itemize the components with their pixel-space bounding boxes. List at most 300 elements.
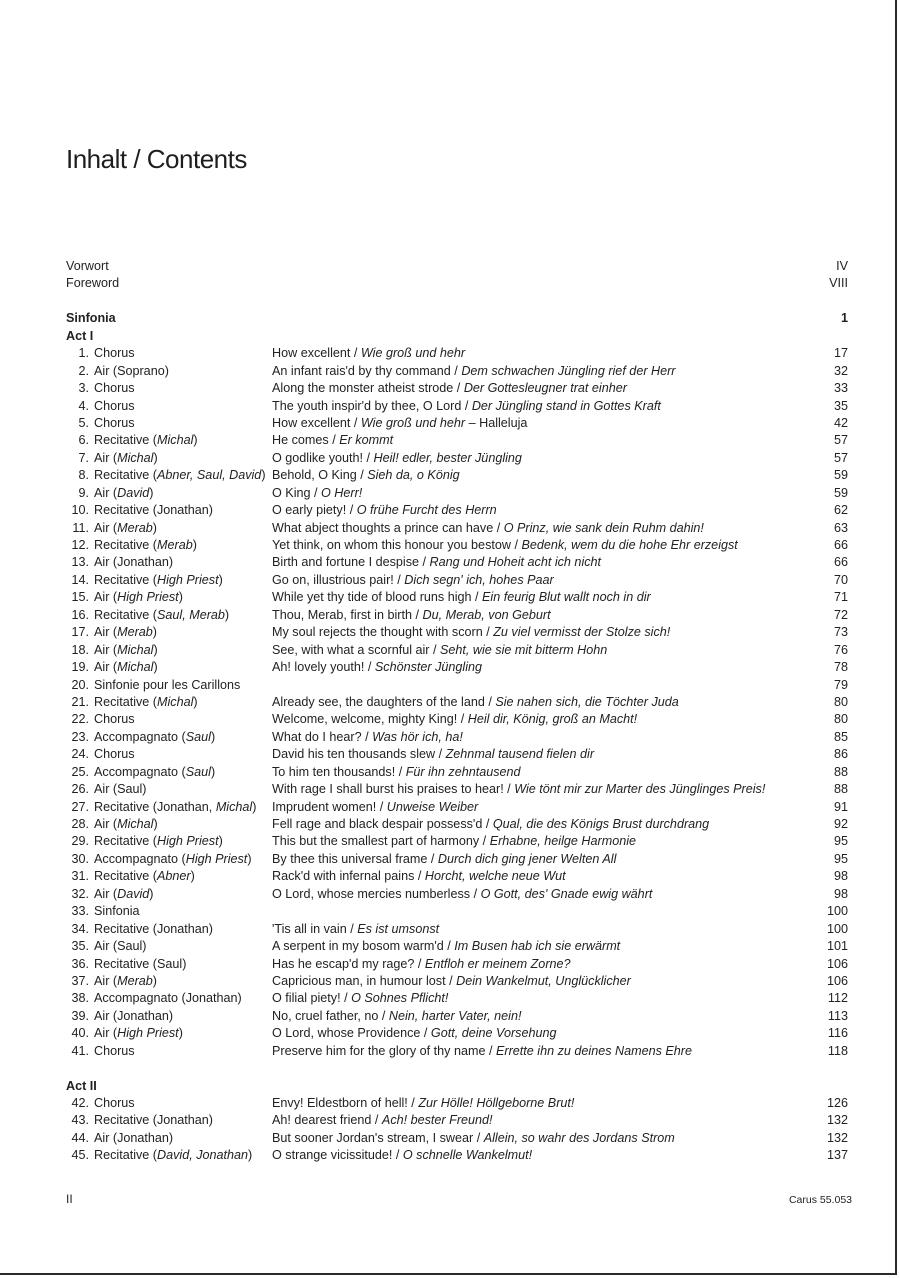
text: Recitative (	[94, 1148, 157, 1163]
text: )	[193, 433, 198, 448]
act-heading	[66, 1078, 848, 1095]
toc-entry-type	[94, 851, 252, 868]
text: O early piety! /	[272, 503, 357, 518]
text: )	[218, 572, 223, 587]
text: No, cruel father, no /	[272, 1008, 389, 1023]
text: Air (Jonathan)	[94, 1130, 174, 1145]
italic-text: O Sohnes Pflicht!	[351, 991, 449, 1006]
footer-catalog-number: Carus 55.053	[788, 1194, 852, 1206]
toc-entry-number: 33.	[71, 904, 89, 919]
toc-entry[interactable]	[66, 467, 848, 484]
toc-entry[interactable]	[66, 485, 848, 502]
text: )	[149, 886, 154, 901]
text: )	[218, 834, 223, 849]
toc-entry-number: 14.	[71, 572, 89, 587]
act-heading	[66, 328, 848, 345]
text: Recitative (Saul)	[94, 956, 187, 971]
toc-entry[interactable]	[66, 903, 848, 920]
toc-entry-number: 28.	[71, 817, 89, 831]
toc-page-number: 73	[833, 625, 848, 640]
italic-text: Ach! bester Freund!	[381, 1113, 493, 1128]
toc-entry[interactable]	[66, 345, 848, 362]
toc-entry-number: 8.	[78, 468, 89, 483]
text: O strange vicissitude! /	[272, 1148, 403, 1163]
toc-entry-number: 3.	[78, 381, 89, 396]
text: Air (	[94, 642, 118, 657]
text: )	[149, 485, 154, 500]
text: )	[152, 625, 157, 640]
toc-entry-number: 37.	[71, 973, 89, 988]
text: Recitative (	[94, 834, 157, 849]
toc-sinfonia-row[interactable]	[66, 310, 848, 327]
toc-entry-number: 41.	[71, 1043, 89, 1058]
italic-text: Schönster Jüngling	[374, 660, 483, 675]
text: )	[252, 799, 257, 814]
toc-entry-title	[272, 973, 631, 990]
toc-page-number: 113	[827, 1008, 848, 1023]
text: An infant rais'd by thy command /	[272, 363, 462, 378]
italic-text: High Priest	[157, 572, 219, 587]
toc-entry[interactable]	[66, 921, 848, 938]
italic-text: Allein, so wahr des Jordans Strom	[483, 1130, 675, 1145]
italic-text: Rang und Hoheit acht ich nicht	[429, 555, 602, 570]
toc-entry-title	[272, 781, 765, 798]
toc-page-number: 116	[827, 1026, 848, 1041]
toc-entry-type	[94, 677, 240, 694]
toc-entry-title	[272, 502, 497, 519]
italic-text: Bedenk, wem du die hohe Ehr erzeigst	[521, 538, 738, 552]
toc-page-number: 118	[827, 1043, 848, 1058]
text: With rage I shall burst his praises to hear! /	[272, 782, 515, 797]
toc-entry[interactable]	[66, 450, 848, 467]
toc-entry-title	[272, 799, 478, 816]
toc-entry[interactable]	[66, 833, 848, 850]
toc-entry[interactable]	[66, 1025, 848, 1042]
toc-page-number: 88	[833, 764, 848, 779]
italic-text: Er kommt	[339, 433, 394, 448]
toc-entry-title	[272, 694, 679, 711]
toc-entry[interactable]	[66, 380, 848, 397]
toc-entry-number: 9.	[78, 485, 89, 500]
italic-text: Nein, harter Vater, nein!	[388, 1008, 522, 1023]
act2-entry-list	[66, 1095, 848, 1165]
toc-entry[interactable]	[66, 502, 848, 519]
toc-entry-title	[272, 467, 460, 484]
italic-text: O Herr!	[321, 485, 363, 500]
toc-entry-type	[94, 990, 242, 1007]
text: Recitative (Jonathan,	[94, 799, 216, 814]
toc-entry-title	[272, 554, 601, 571]
toc-page-number: 72	[833, 607, 848, 622]
toc-entry-type	[94, 956, 186, 973]
italic-text: Für ihn zehntausend	[405, 764, 521, 779]
toc-entry-number: 25.	[71, 764, 89, 779]
text: Air (	[94, 973, 118, 988]
toc-page-number: 76	[833, 642, 848, 657]
toc-entry-number: 42.	[71, 1096, 89, 1110]
toc-front-matter-row[interactable]	[66, 275, 848, 292]
text: Chorus	[94, 712, 135, 727]
toc-entry[interactable]	[66, 520, 848, 537]
toc-entry[interactable]	[66, 1130, 848, 1147]
text: Recitative (	[94, 468, 157, 483]
toc-page-number: 59	[833, 485, 848, 500]
text: Air (	[94, 450, 118, 465]
text: Air (	[94, 1026, 118, 1041]
toc-entry-title	[272, 398, 661, 415]
toc-entry-type	[94, 363, 169, 380]
toc-entry-type	[94, 903, 140, 920]
text: Imprudent women! /	[272, 799, 387, 814]
text: Accompagnato (	[94, 851, 186, 866]
toc-entry-type	[94, 921, 213, 938]
text: By thee this universal frame /	[272, 851, 438, 866]
toc-entry-type	[94, 1095, 135, 1112]
text: Recitative (	[94, 572, 157, 587]
text: )	[178, 1026, 183, 1041]
text: David his ten thousands slew /	[272, 747, 446, 762]
toc-entry-number: 11.	[72, 520, 89, 535]
text: What do I hear? /	[272, 729, 373, 744]
italic-text: Es ist umsonst	[357, 921, 440, 936]
toc-entry-type	[94, 764, 215, 781]
italic-text: Michal	[117, 642, 154, 657]
text: Capricious man, in humour lost /	[272, 973, 457, 988]
italic-text: Saul, Merab	[157, 607, 225, 622]
text: Air (	[94, 886, 118, 901]
italic-text: Ein feurig Blut wallt noch in dir	[482, 590, 651, 605]
italic-text: Michal	[117, 817, 154, 831]
toc-entry[interactable]	[66, 851, 848, 868]
toc-entry[interactable]	[66, 607, 848, 624]
toc-page-number: 92	[833, 817, 848, 831]
text: Has he escap'd my rage? /	[272, 956, 425, 971]
toc-page-number: 1	[840, 311, 848, 326]
toc-entry[interactable]	[66, 398, 848, 415]
toc-page-number: 91	[833, 799, 848, 814]
toc-entry-number: 10.	[71, 503, 89, 518]
toc-entry[interactable]	[66, 816, 848, 833]
table-of-contents	[66, 258, 848, 1165]
toc-entry[interactable]	[66, 729, 848, 746]
italic-text: David	[117, 485, 150, 500]
toc-entry-title	[272, 764, 521, 781]
text: )	[192, 538, 197, 552]
toc-entry-number: 38.	[71, 991, 89, 1006]
act1-entry-list	[66, 345, 848, 1060]
italic-text: Abner, Saul, David	[157, 468, 262, 483]
text: Recitative (	[94, 607, 157, 622]
spacer	[66, 293, 848, 310]
toc-entry-number: 29.	[71, 834, 89, 849]
italic-text: Errette ihn zu deines Namens Ehre	[495, 1043, 692, 1058]
text: )	[210, 729, 216, 744]
toc-entry-type	[94, 589, 183, 606]
toc-entry[interactable]	[66, 990, 848, 1007]
italic-text: Michal	[117, 660, 154, 675]
toc-entry-type	[94, 711, 135, 728]
text: Air (	[94, 520, 118, 535]
italic-text: O Prinz, wie sank dein Ruhm dahin!	[503, 520, 704, 535]
act-heading-label: Act I	[66, 328, 94, 343]
toc-page-number: 126	[826, 1096, 848, 1110]
italic-text: Erhabne, heilge Harmonie	[489, 834, 637, 849]
text: Chorus	[94, 747, 135, 762]
toc-entry[interactable]	[66, 1095, 848, 1112]
text: )	[153, 817, 158, 831]
toc-entry-type	[94, 485, 154, 502]
italic-text: Gott, deine Vorsehung	[430, 1026, 557, 1041]
toc-entry[interactable]	[66, 868, 848, 885]
toc-entry-type	[94, 380, 135, 397]
text: Welcome, welcome, mighty King! /	[272, 712, 468, 727]
italic-text: Der Gottesleugner trat einher	[463, 381, 627, 396]
toc-entry[interactable]	[66, 677, 848, 694]
toc-entry[interactable]	[66, 781, 848, 798]
text: This but the smallest part of harmony /	[272, 834, 490, 849]
text: Recitative (	[94, 538, 157, 552]
toc-entry[interactable]	[66, 537, 848, 554]
italic-text: Michal	[157, 433, 194, 448]
text: )	[261, 468, 266, 483]
toc-entry-title	[272, 1095, 574, 1112]
italic-text: Michal	[117, 450, 154, 465]
italic-text: Abner	[157, 869, 191, 884]
toc-entry[interactable]	[66, 642, 848, 659]
text: Accompagnato (	[94, 764, 186, 779]
toc-page-number: 95	[833, 834, 848, 849]
text: To him ten thousands! /	[272, 764, 406, 779]
toc-entry[interactable]	[66, 1043, 848, 1060]
text: Recitative (	[94, 433, 157, 448]
toc-page-number: 98	[833, 886, 848, 901]
italic-text: Saul	[185, 729, 211, 744]
toc-entry-title	[272, 450, 522, 467]
toc-entry-title	[272, 345, 465, 362]
italic-text: Wie groß und hehr	[360, 415, 466, 430]
toc-entry-type	[94, 746, 135, 763]
act-heading-label: Act II	[66, 1078, 97, 1093]
toc-entry-title	[272, 1025, 556, 1042]
toc-entry-number: 30.	[71, 851, 89, 866]
italic-text: David, Jonathan	[157, 1148, 249, 1163]
text: Yet think, on whom this honour you bestow /	[272, 538, 522, 552]
toc-entry[interactable]	[66, 938, 848, 955]
toc-entry-type	[94, 1112, 213, 1129]
italic-text: Zehnmal tausend fielen dir	[445, 747, 595, 762]
toc-entry-title	[272, 1130, 675, 1147]
toc-page-number: 66	[833, 555, 848, 570]
toc-page-number: 85	[833, 729, 848, 744]
toc-entry-type	[94, 415, 135, 432]
page-title: Inhalt / Contents	[66, 144, 247, 174]
toc-page-number: 106	[826, 973, 848, 988]
toc-entry[interactable]	[66, 764, 848, 781]
italic-text: High Priest	[157, 834, 219, 849]
toc-page-number: 35	[833, 398, 848, 413]
toc-entry[interactable]	[66, 1112, 848, 1129]
toc-entry[interactable]	[66, 694, 848, 711]
toc-entry-number: 36.	[71, 956, 89, 971]
toc-entry[interactable]	[66, 746, 848, 763]
toc-entry[interactable]	[66, 799, 848, 816]
italic-text: Seht, wie sie mit bitterm Hohn	[440, 642, 608, 657]
toc-entry-title	[272, 642, 607, 659]
italic-text: David	[117, 886, 150, 901]
text: Air (Jonathan)	[94, 1008, 174, 1023]
toc-entry-type	[94, 868, 195, 885]
italic-text: Der Jüngling stand in Gottes Kraft	[471, 398, 661, 413]
toc-entry-number: 40.	[71, 1026, 89, 1041]
toc-entry-type	[94, 659, 158, 676]
toc-entry-type	[94, 624, 157, 641]
text: )	[178, 590, 183, 605]
italic-text: O frühe Furcht des Herrn	[356, 503, 497, 518]
toc-entry-number: 19.	[71, 660, 89, 675]
text: O King /	[272, 485, 321, 500]
toc-entry-type	[94, 799, 256, 816]
toc-entry-title	[272, 1008, 521, 1025]
text: Chorus	[94, 381, 135, 396]
toc-page-number: 88	[833, 782, 848, 797]
italic-text: Sie nahen sich, die Töchter Juda	[495, 694, 679, 709]
text: Recitative (Jonathan)	[94, 921, 214, 936]
toc-entry-number: 22.	[71, 712, 89, 727]
toc-entry-type	[94, 607, 229, 624]
toc-entry-type	[94, 1043, 135, 1060]
toc-entry-title	[272, 537, 738, 554]
toc-page-number: 101	[826, 939, 848, 954]
toc-page-number: 59	[833, 468, 848, 483]
toc-entry[interactable]	[66, 554, 848, 571]
toc-entry-number: 4.	[78, 398, 89, 413]
toc-entry-title	[272, 589, 651, 606]
toc-page-number: 132	[826, 1113, 848, 1128]
italic-text: Saul	[185, 764, 211, 779]
toc-entry-title	[272, 886, 652, 903]
toc-entry-number: 21.	[71, 694, 89, 709]
toc-entry-title	[272, 607, 551, 624]
text: Air (	[94, 660, 118, 675]
toc-entry[interactable]	[66, 1008, 848, 1025]
text: While yet thy tide of blood runs high /	[272, 590, 483, 605]
text: How excellent /	[272, 415, 361, 430]
italic-text: Du, Merab, von Geburt	[422, 607, 551, 622]
toc-entry-type	[94, 450, 158, 467]
toc-entry[interactable]	[66, 711, 848, 728]
text: Chorus	[94, 1043, 135, 1058]
toc-page-number: 100	[826, 921, 848, 936]
toc-entry-type	[94, 520, 157, 537]
text: A serpent in my bosom warm'd /	[272, 939, 455, 954]
text: Already see, the daughters of the land /	[272, 694, 496, 709]
text: Sinfonie pour les Carillons	[94, 677, 241, 692]
toc-entry-number: 13.	[71, 555, 89, 570]
toc-entry-number: 16.	[71, 607, 89, 622]
toc-page-number: 79	[833, 677, 848, 692]
toc-entry-number: 2.	[78, 363, 89, 378]
toc-entry-number: 17.	[71, 625, 89, 640]
toc-entry[interactable]	[66, 432, 848, 449]
text: )	[224, 607, 230, 622]
toc-entry-title	[272, 729, 463, 746]
toc-entry-type	[94, 1147, 252, 1164]
italic-text: Michal	[157, 694, 194, 709]
toc-entry[interactable]	[66, 973, 848, 990]
italic-text: Durch dich ging jener Welten All	[437, 851, 617, 866]
text: Recitative (Jonathan)	[94, 503, 214, 518]
toc-entry-type	[94, 781, 146, 798]
italic-text: Entfloh er meinem Zorne?	[424, 956, 571, 971]
italic-text: Merab	[117, 625, 153, 640]
toc-page-number: 57	[833, 433, 848, 448]
toc-entry-type	[94, 1025, 183, 1042]
text: 'Tis all in vain /	[272, 921, 358, 936]
text: See, with what a scornful air /	[272, 642, 440, 657]
toc-page-number: 57	[833, 450, 848, 465]
toc-entry-number: 5.	[78, 415, 89, 430]
text: Air (Jonathan)	[94, 555, 174, 570]
toc-entry-number: 45.	[71, 1148, 89, 1163]
toc-entry-number: 34.	[71, 921, 89, 936]
toc-entry[interactable]	[66, 886, 848, 903]
toc-entry[interactable]	[66, 363, 848, 380]
toc-entry[interactable]	[66, 624, 848, 641]
toc-entry-type	[94, 554, 173, 571]
italic-text: Merab	[157, 538, 193, 552]
italic-text: Wie groß und hehr	[360, 346, 466, 361]
italic-text: Dich segn' ich, hohes Paar	[404, 572, 554, 587]
toc-page-number: 78	[833, 660, 848, 675]
toc-entry-title	[272, 624, 670, 641]
toc-entry[interactable]	[66, 956, 848, 973]
toc-entry[interactable]	[66, 659, 848, 676]
toc-entry-type	[94, 973, 157, 990]
toc-page-number: 70	[833, 572, 848, 587]
toc-entry[interactable]	[66, 415, 848, 432]
italic-text: Heil! edler, bester Jüngling	[373, 450, 522, 465]
toc-entry-title	[272, 380, 627, 397]
toc-entry-number: 35.	[71, 939, 89, 954]
text: )	[210, 764, 216, 779]
italic-text: Wie tönt mir zur Marter des Jünglinges Preis!	[514, 782, 766, 797]
text: )	[247, 851, 252, 866]
toc-entry[interactable]	[66, 1147, 848, 1164]
toc-entry[interactable]	[66, 572, 848, 589]
toc-page-number: 17	[833, 346, 848, 361]
toc-entry-number: 23.	[71, 729, 89, 744]
italic-text: Im Busen hab ich sie erwärmt	[454, 939, 621, 954]
italic-text: Merab	[117, 520, 153, 535]
text: Behold, O King /	[272, 468, 368, 483]
toc-front-matter-row[interactable]	[66, 258, 848, 275]
text: Preserve him for the glory of thy name /	[272, 1043, 496, 1058]
toc-entry[interactable]	[66, 589, 848, 606]
toc-page-number: 137	[826, 1148, 848, 1163]
text: How excellent /	[272, 346, 361, 361]
toc-page-number: 33	[833, 381, 848, 396]
toc-entry-number: 27.	[71, 799, 89, 814]
toc-entry-type	[94, 833, 223, 850]
toc-entry-title	[272, 659, 482, 676]
italic-text: Zu viel vermisst der Stolze sich!	[493, 625, 671, 640]
italic-text: Unweise Weiber	[386, 799, 479, 814]
toc-entry-title	[272, 520, 704, 537]
text: Air (Soprano)	[94, 363, 169, 378]
toc-page-number: 112	[827, 991, 848, 1006]
toc-entry-title	[272, 1147, 532, 1164]
text: My soul rejects the thought with scorn /	[272, 625, 494, 640]
